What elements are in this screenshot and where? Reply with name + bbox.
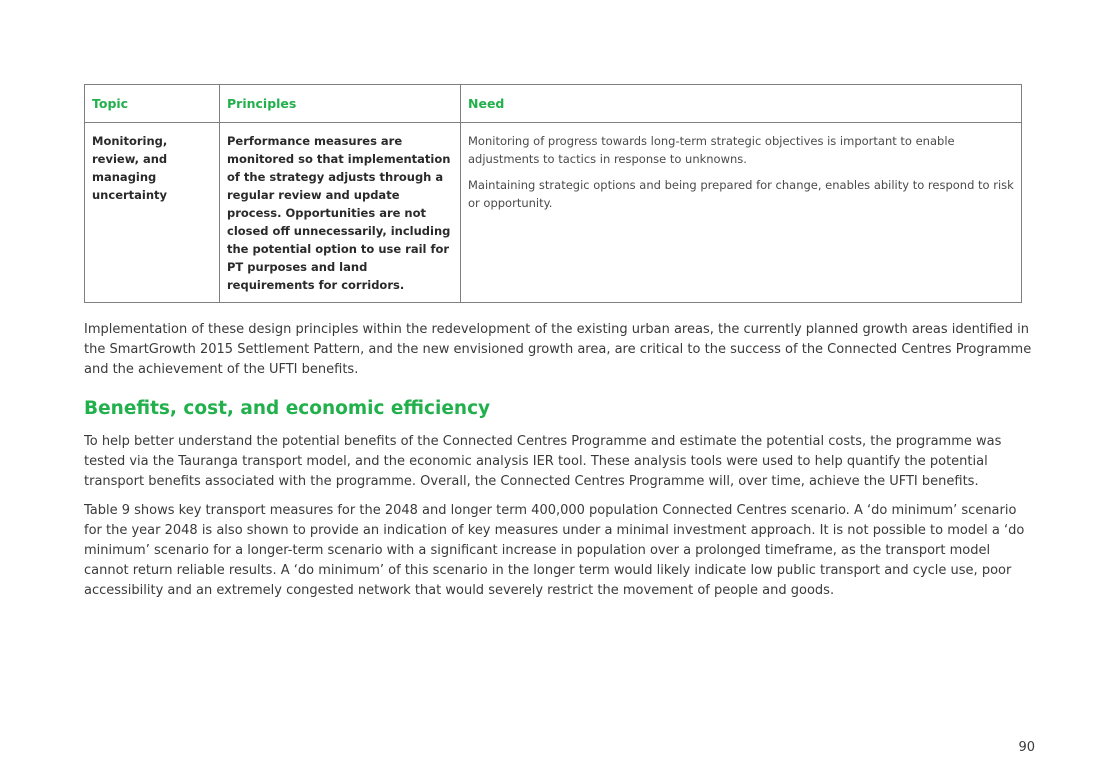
need-paragraph-1: Monitoring of progress towards long-term strategic objectives is important to enable adjustments to tactics in response to unknowns. [468,134,955,166]
body-paragraph-1: To help better understand the potential benefits of the Connected Centres Programme and estimate the potential costs, the programme was tested via the Tauranga transport model, and the economic analysis IER tool. These analysis tools were used to help quantify the potential transport benefits associated with the programme. Overall, the Connected Centres Programme will, over time, achieve the UFTI benefits. [84,434,1002,489]
table-header [85,85,1022,123]
header-principles: Principles [220,85,461,123]
cell-principles: Performance measures are monitored so that implementation of the strategy adjusts through a regular review and update process. Opportunities are not closed off unnecessarily, including the potential option to use rail for PT purposes and land requirements for corridors. [220,123,461,303]
table-row [85,123,1022,303]
table-body [85,123,1022,303]
intro-paragraph: Implementation of these design principles within the redevelopment of the existing urban areas, the currently planned growth areas identified in the SmartGrowth 2015 Settlement Pattern, and the new envisioned growth area, are critical to the success of the Connected Centres Programme and the achievement of the UFTI benefits. [84,322,1032,377]
header-topic: Topic [85,85,220,123]
need-paragraph-2: Maintaining strategic options and being prepared for change, enables ability to respond to risk or opportunity. [468,178,1014,210]
body-paragraph-2: Table 9 shows key transport measures for the 2048 and longer term 400,000 population Connected Centres scenario. A ‘do minimum’ scenario for the year 2048 is also shown to provide an indication of key measures under a minimal investment approach. It is not possible to model a ‘do minimum’ scenario for a longer-term scenario with a significant increase in population over a prolonged timeframe, as the transport model cannot return reliable results. A ‘do minimum’ of this scenario in the longer term would likely indicate low public transport and cycle use, poor accessibility and an extremely congested network that would severely restrict the movement of people and goods. [84,503,1025,598]
page-number: 90 [1018,740,1035,755]
section-heading: Benefits, cost, and economic efficiency [84,398,491,419]
principles-table [84,84,1022,303]
cell-topic: Monitoring, review, and managing uncertainty [85,123,220,303]
table-header-row [85,85,1022,123]
header-need: Need [461,85,1022,123]
cell-need [461,123,1022,303]
